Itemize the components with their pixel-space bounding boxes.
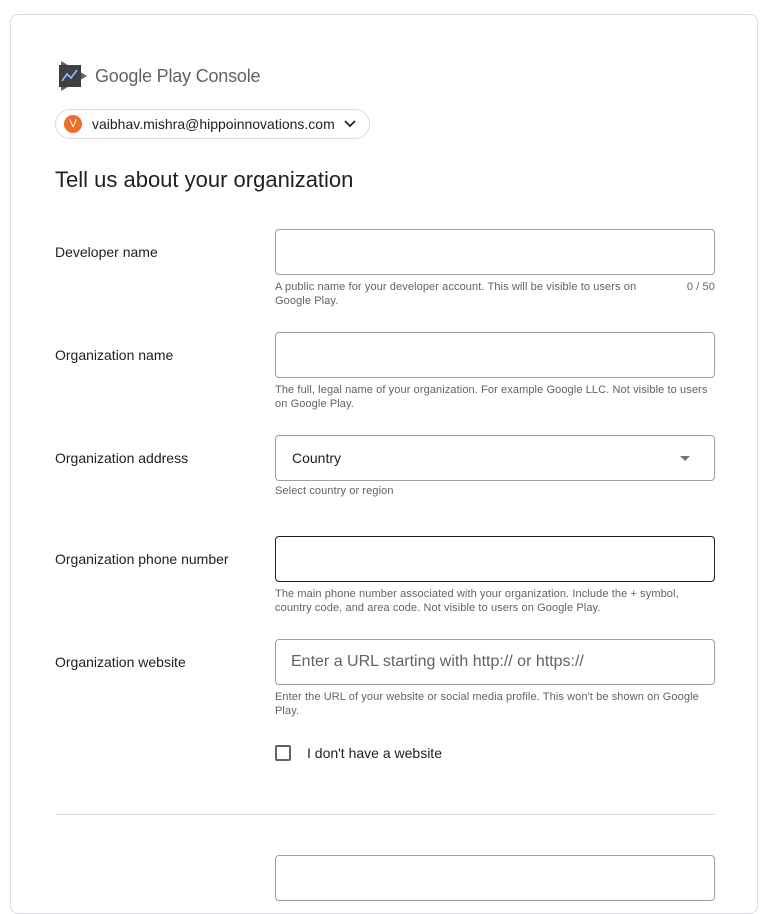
no-website-checkbox[interactable]	[275, 745, 291, 761]
section-divider	[55, 814, 715, 815]
organization-phone-field[interactable]	[275, 536, 715, 582]
account-email: vaibhav.mishra@hippoinnovations.com	[92, 116, 335, 132]
organization-phone-input[interactable]	[276, 537, 714, 581]
organization-address-helper: Select country or region	[275, 485, 394, 497]
no-website-checkbox-label[interactable]: I don't have a website	[307, 745, 442, 761]
logo-text-google-play: Google Play	[95, 65, 191, 86]
logo-text-console: Console	[195, 65, 261, 86]
developer-name-input[interactable]	[276, 230, 714, 274]
organization-phone-helper: The main phone number associated with your organization. Include the + symbol, country code, and area code. Not visible to users on Google Play.	[275, 588, 679, 614]
organization-website-input[interactable]	[276, 640, 714, 684]
next-section-field[interactable]	[275, 855, 715, 901]
organization-website-helper: Enter the URL of your website or social media profile. This won't be shown on Google Play.	[275, 691, 699, 717]
developer-name-field[interactable]	[275, 229, 715, 275]
form-card	[10, 14, 758, 914]
logo-text	[95, 66, 260, 87]
no-website-checkbox-row[interactable]	[275, 745, 442, 761]
account-switcher[interactable]	[55, 109, 370, 139]
google-play-logo-icon	[59, 61, 87, 91]
google-play-console-logo[interactable]	[59, 61, 260, 91]
chevron-down-icon	[343, 117, 357, 131]
organization-address-label: Organization address	[55, 450, 189, 466]
avatar: V	[64, 115, 82, 133]
organization-website-field[interactable]	[275, 639, 715, 685]
developer-name-helper-text: A public name for your developer account. This will be visible to users on Google Play.	[275, 281, 637, 307]
dropdown-arrow-icon	[680, 456, 690, 461]
country-select[interactable]	[275, 435, 715, 481]
organization-name-helper: The full, legal name of your organization. For example Google LLC. Not visible to users on Google Play.	[275, 384, 708, 410]
page-title: Tell us about your organization	[55, 167, 354, 192]
organization-name-input[interactable]	[276, 333, 714, 377]
developer-name-label: Developer name	[55, 244, 158, 260]
organization-phone-label: Organization phone number	[55, 551, 229, 567]
developer-name-counter: 0 / 50	[686, 281, 715, 293]
country-select-value: Country	[292, 450, 342, 466]
developer-name-helper	[275, 280, 715, 308]
organization-website-label: Organization website	[55, 654, 186, 670]
organization-name-label: Organization name	[55, 347, 174, 363]
organization-name-field[interactable]	[275, 332, 715, 378]
